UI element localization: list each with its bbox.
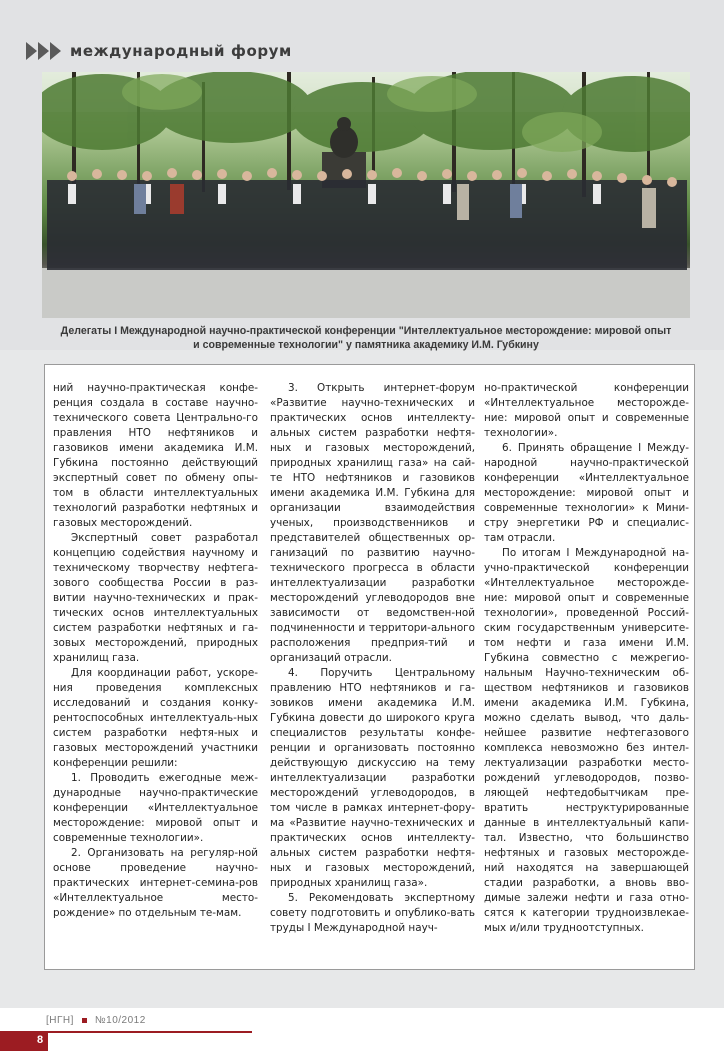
paragraph: 2. Организовать на регуляр-ной основе проведение научно-практических интернет-семина-ров «Интеллектуальное место-рождение» по отдельным те-мам.	[53, 847, 258, 919]
paragraph: 5. Рекомендовать экспертному совету подготовить и опублико-вать труды I Международной науч-	[270, 892, 475, 934]
section-header	[26, 38, 292, 64]
footer-rule	[46, 1031, 252, 1033]
paragraph: Экспертный совет разработал концепцию содействия научному и техническому творчеству нефтега-зового сообщества России в раз-витии научно-технических и прак-тических основ интеллектуальных систем разработки нефтяных и га-зовых месторождений, природных хранилищ газа.	[53, 532, 258, 664]
paragraph: ний научно-практическая конфе-ренция создала в составе научно-технического совета Центрально-го правления НТО нефтяников и газовиков имени академика И.М. Губкина постоянно действующий экспертный совет по обмену опы-том в области интеллектуальных технологий разработки нефтяных и газовых месторождений.	[53, 382, 258, 529]
triple-arrow-icon	[26, 42, 62, 60]
paragraph: 3. Открыть интернет-форум «Развитие научно-технических и практических основ интеллекту-альных систем разработки нефтя-ных и газовых месторождений, природных хранилищ газа» на сай-те НТО нефтяников и газовиков имени академика И.М. Губкина для организации взаимодействия ученых, производственников и представителей общественных ор-ганизаций по развитию научно-технического прогресса в области интеллектуализации разработки месторождений углеводородов вне зависимости от ведомствен-ной подчиненности и территори-ального расположения предприя-тий и организаций отрасли.	[270, 382, 475, 664]
journal-name: [НГН]	[46, 1015, 74, 1026]
article-column-3	[484, 381, 689, 936]
paragraph: По итогам I Международной на-учно-практической конференции «Интеллектуальное месторожде-ние: мировой опыт и современные технологии», проведенной Россий-ским государственным университе-том нефти и газа имени И.М. Губкина совместно с межрегио-нальным Научно-техническим об-ществом нефтяников и газовиков имени академика И.М. Губкина, можно сделать вывод, что даль-нейшее развитие нефтегазового комплекса невозможно без интел-лектуализации разработки место-рождений углеводородов, позво-ляющей нефтедобытчикам пре-вратить неструктурированные данные в интеллектуальный капи-тал. Известно, что большинство нефтяных и газовых месторожде-ний находятся на завершающей стадии разработки, а вновь вво-димые залежи нефти и газа отно-сятся к категории трудноизвлекае-мых и/или трудноотступных.	[484, 547, 689, 934]
caption-line-2: и современные технологии" у памятника академику И.М. Губкину	[193, 339, 539, 351]
article-column-1	[53, 381, 258, 921]
paragraph: но-практической конференции «Интеллектуальное месторожде-ние: мировой опыт и современные технологии».	[484, 382, 689, 439]
paragraph: 1. Проводить ежегодные меж-дународные научно-практические конференции «Интеллектуальное месторождение: мировой опыт и современные технологии».	[53, 772, 258, 844]
paragraph: 4. Поручить Центральному правлению НТО нефтяников и га-зовиков имени академика И.М. Губкина довести до широкого круга специалистов результаты конфе-ренции и организовать постоянно действующую дискуссию на тему интеллектуализации разработки месторождений углеводородов, в том числе в рамках интернет-фору-ма «Развитие научно-технических и практических основ интеллекту-альных систем разработки нефтя-ных и газовых месторождений, природных хранилищ газа».	[270, 667, 475, 889]
paragraph: Для координации работ, ускоре-ния проведения комплексных исследований и создания конку-рентоспособных интеллектуаль-ных систем разработки нефтя-ных и газовых месторождений участники конференции решили:	[53, 667, 258, 769]
page-number: 8	[37, 1034, 44, 1046]
photo-caption	[42, 324, 690, 352]
issue-number: №10/2012	[94, 1015, 146, 1026]
group-photo-illustration	[42, 72, 690, 318]
article-body	[44, 364, 695, 970]
paragraph: 6. Принять обращение I Между-народной научно-практической конференции «Интеллектуальное месторождение: мировой опыт и современные технологии» к Мини-стру энергетики РФ и специалис-там отрасли.	[484, 442, 689, 544]
article-column-2	[270, 381, 475, 936]
caption-line-1: Делегаты I Международной научно-практической конференции "Интеллектуальное месторождение: мировой опыт	[60, 325, 672, 337]
square-bullet-icon	[82, 1018, 87, 1023]
group-photo	[42, 72, 690, 318]
footer-journal-info	[46, 1015, 146, 1026]
section-title: международный форум	[70, 42, 292, 60]
